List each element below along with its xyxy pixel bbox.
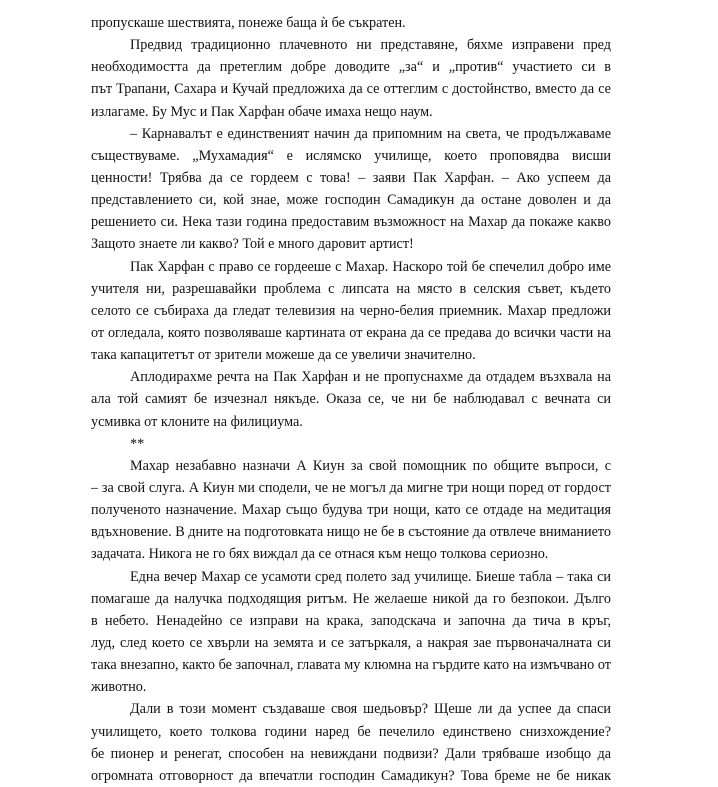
text-line: – Карнавалът е единственият начин да припомним на света, че продължаваме xyxy=(130,125,611,142)
text-line: Махар незабавно назначи А Киун за свой помощник по общите въпроси, с xyxy=(130,457,611,474)
text-line: ала той самият бе изчезнал някъде. Оказа се, че ни бе наблюдавал с вечната си xyxy=(91,391,611,408)
text-line: вдъхновение. В дните на подготовката нищо не бе в състояние да отвлече вниманието xyxy=(91,524,611,541)
document-body xyxy=(91,12,611,787)
text-line: ** xyxy=(130,435,145,452)
text-line: Пак Харфан с право се гордееше с Махар. Наскоро той бе спечелил добро име xyxy=(130,258,611,275)
text-line: така капацитетът от зрители можеше да се увеличи значително. xyxy=(91,347,476,364)
text-line: огромната отговорност да впечатли господин Самадикун? Това бреме не бе никак xyxy=(91,767,611,784)
text-line: луд, след което се хвърли на земята и се затъркаля, а накрая зае първоначалната си xyxy=(91,634,611,651)
text-line: ценности! Трябва да се гордеем с това! – заяви Пак Харфан. – Ако успеем да xyxy=(91,169,611,186)
text-line: бе пионер и ренегат, способен на невиждани подвизи? Дали трябваше изобщо да xyxy=(91,745,611,762)
text-line: Предвид традиционно плачевното ни представяне, бяхме изправени пред xyxy=(130,37,611,54)
text-line: Аплодирахме речта на Пак Харфан и не пропуснахме да отдадем възхвала на xyxy=(130,369,611,386)
text-line: задачата. Никога не го бях виждал да се отнася към нещо толкова сериозно. xyxy=(91,546,549,563)
text-line: така внезапно, както бе започнал, главата му клюмна на гърдите като на измъчвано от xyxy=(91,657,611,674)
text-line: усмивка от клоните на филициума. xyxy=(91,413,303,430)
text-line: полученото назначение. Махар също будува три нощи, като се отдаде на медитация xyxy=(91,502,611,519)
text-line: необходимостта да претеглим добре доводите „за“ и „против“ участието си в xyxy=(91,59,611,76)
text-line: помагаше да налучка подходящия ритъм. Не желаеше никой да го безпокои. Дълго xyxy=(91,590,611,607)
text-line: – за свой слуга. А Киун ми сподели, че не могъл да мигне три нощи поред от гордост xyxy=(91,479,611,496)
text-line: излагаме. Бу Мус и Пак Харфан обаче имаха нещо наум. xyxy=(91,103,433,120)
text-line: пропускаше шествията, понеже баща ѝ бе съкратен. xyxy=(91,15,406,31)
text-line: селото се събираха да гледат телевизия на черно-белия приемник. Махар предложи xyxy=(91,302,611,319)
text-line: Дали в този момент създаваше своя шедьовър? Щеше ли да успее да спаси xyxy=(130,701,611,718)
text-line: училището, което толкова години наред бе печелило единствено снизхождение? xyxy=(91,723,611,740)
text-line: решението си. Нека тази година предоставим възможност на Махар да покаже какво xyxy=(91,214,611,231)
text-line: животно. xyxy=(91,679,147,696)
text-line: Една вечер Махар се усамоти сред полето зад училище. Биеше табла – така си xyxy=(130,568,611,585)
text-line: учителя ни, разрешавайки проблема с липсата на място в селския съвет, където xyxy=(91,280,611,297)
text-line: в небето. Ненадейно се изправи на крака, заподскача и започна да тича в кръг, xyxy=(91,612,611,629)
text-line: път Трапани, Сахара и Кучай предложиха да се оттеглим с достойнство, вместо да се xyxy=(91,81,611,98)
text-line: Защото знаете ли какво? Той е много даровит артист! xyxy=(91,236,414,253)
text-line: съществуваме. „Мухамадия“ е ислямско училище, което проповядва висши xyxy=(91,147,611,164)
text-line: представлението си, кой знае, може господин Самадикун да остане доволен и да xyxy=(91,192,611,209)
text-line: от огледала, която позволяваше картината от екрана да се предава до всички части на xyxy=(91,324,611,341)
